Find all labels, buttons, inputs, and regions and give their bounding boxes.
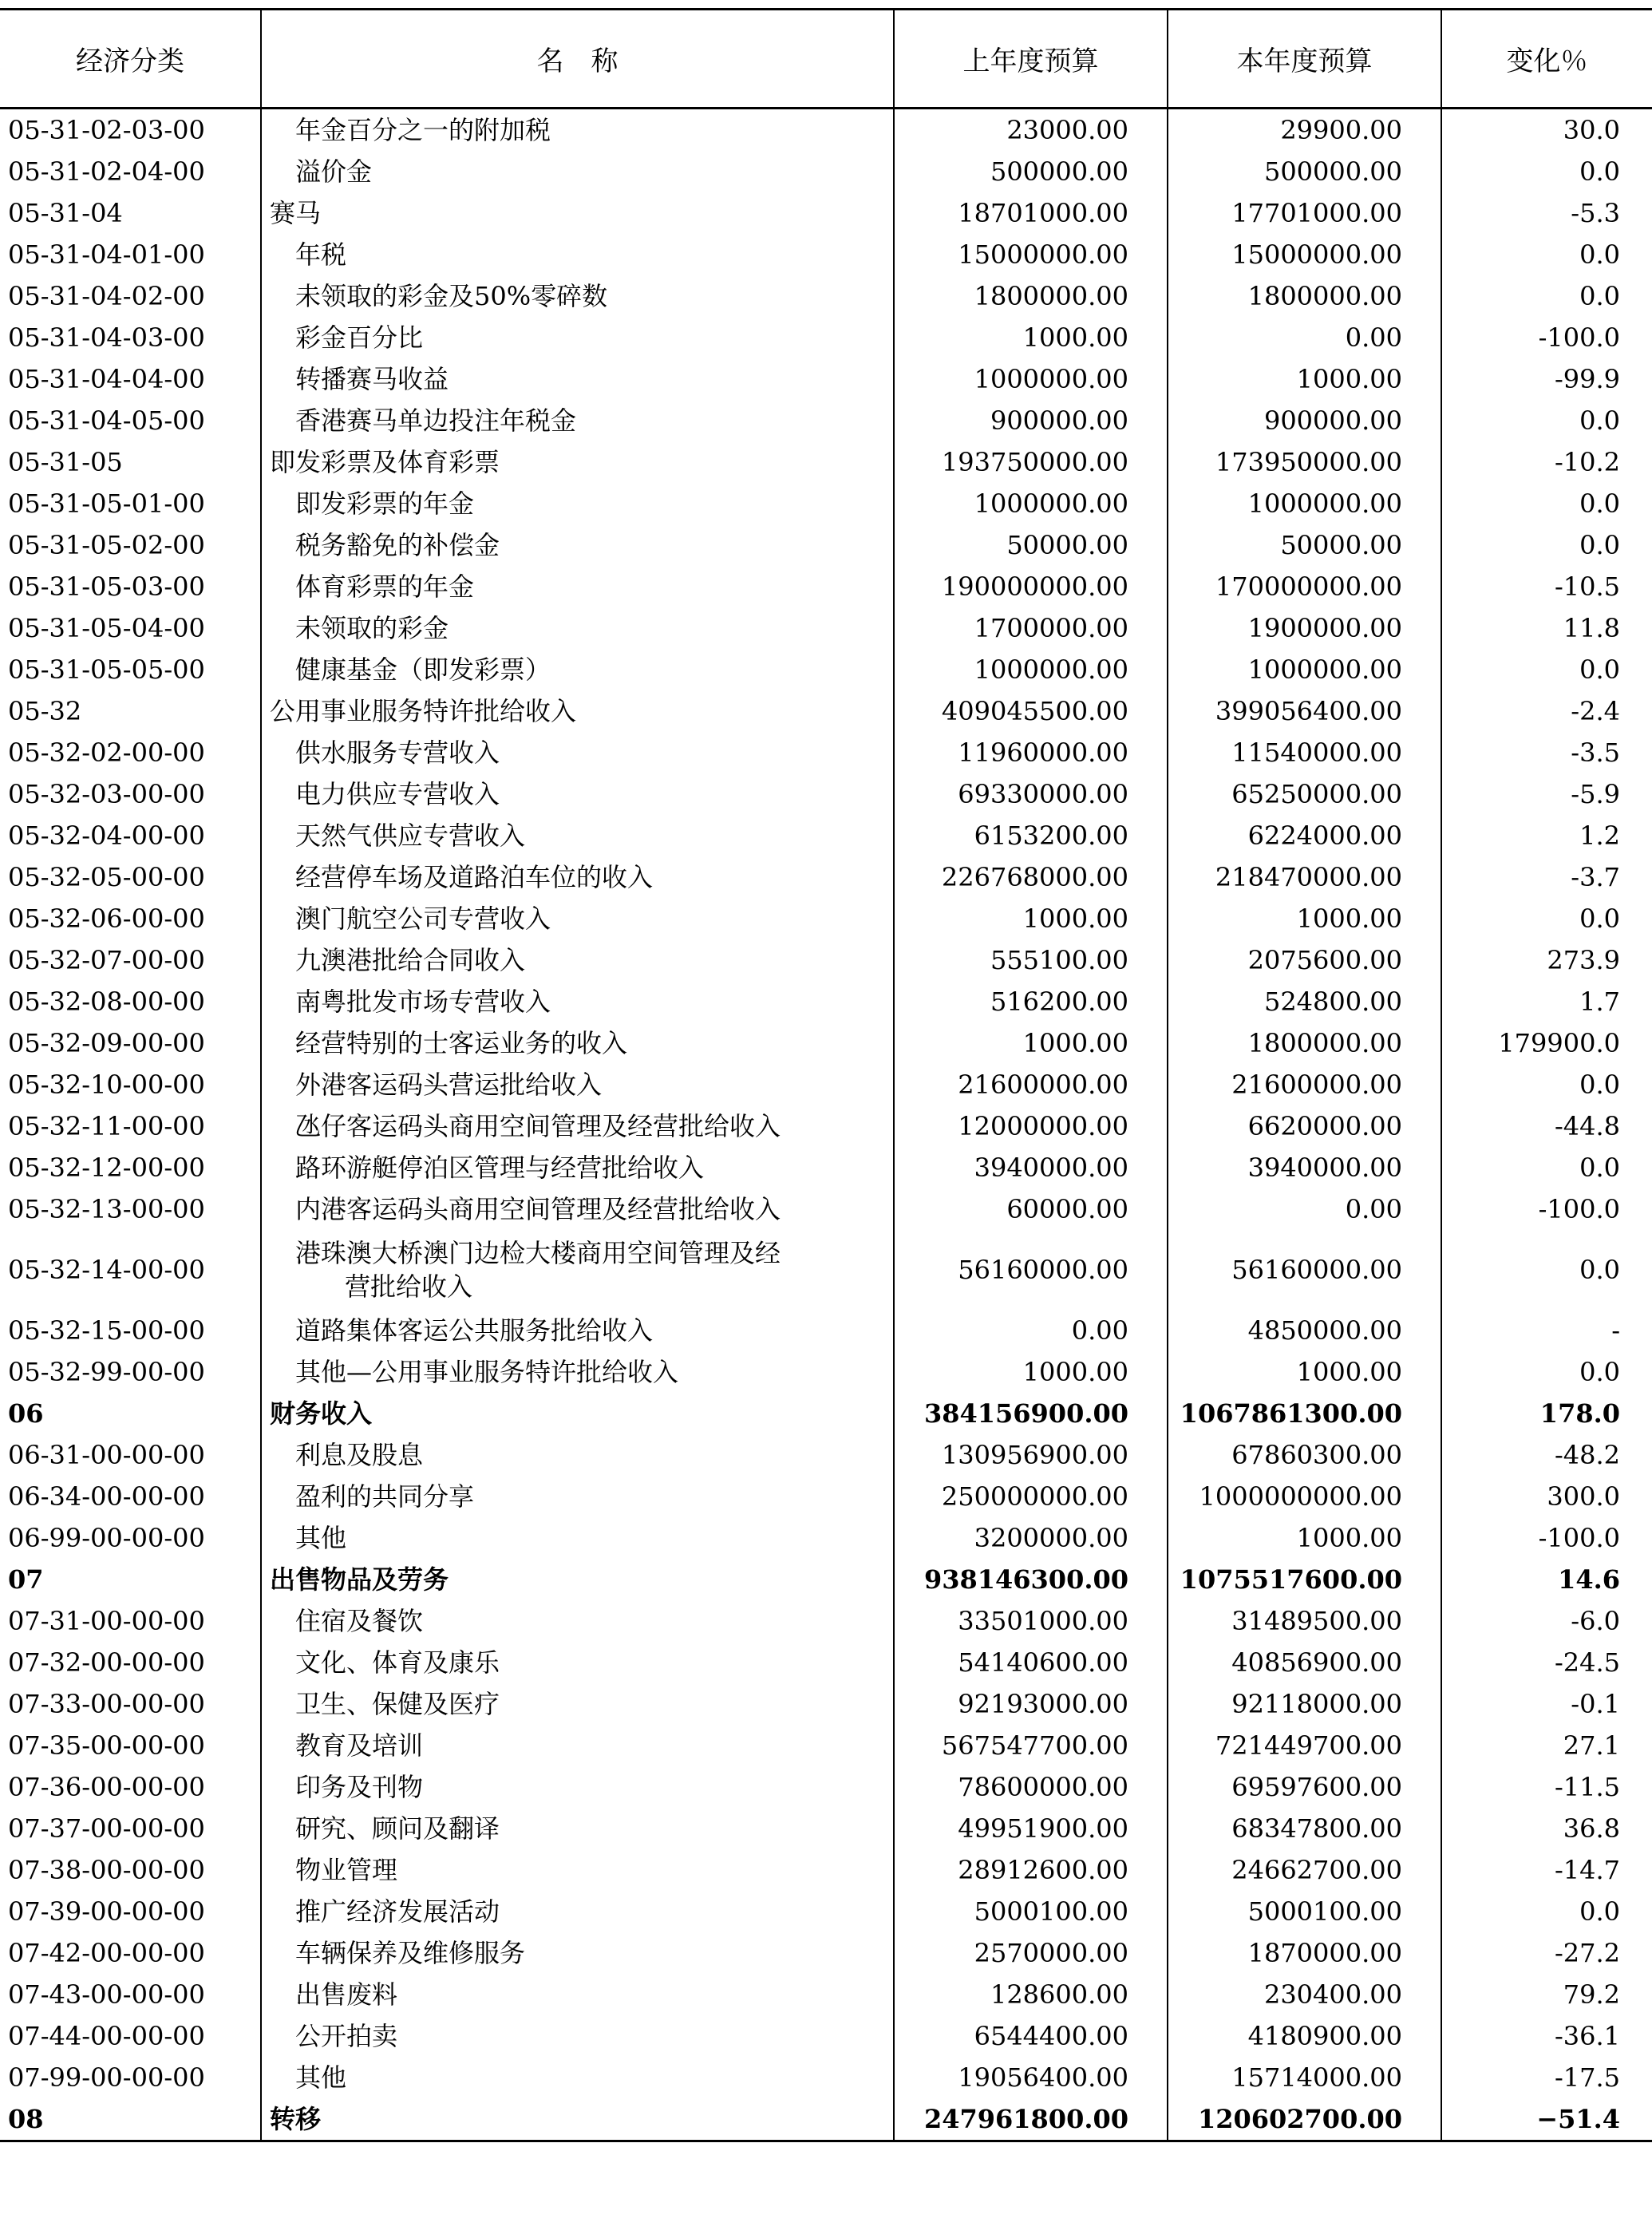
cell-change: -24.5	[1441, 1642, 1652, 1683]
cell-name	[261, 1230, 894, 1310]
cell-name: 教育及培训	[261, 1725, 894, 1766]
cell-prev-budget: 28912600.00	[894, 1849, 1168, 1891]
cell-prev-budget: 555100.00	[894, 939, 1168, 981]
cell-code: 05-32-09-00-00	[8, 1028, 205, 1058]
cell-change: -17.5	[1441, 2057, 1652, 2098]
cell-prev-budget: 250000000.00	[894, 1476, 1168, 1517]
cell-name: 外港客运码头营运批给收入	[261, 1064, 894, 1105]
cell-prev-budget: 3940000.00	[894, 1147, 1168, 1188]
table-row	[0, 1559, 1652, 1600]
cell-curr-budget: 65250000.00	[1168, 773, 1441, 815]
table-row	[0, 2098, 1652, 2141]
cell-name: 其他—公用事业服务特许批给收入	[261, 1351, 894, 1393]
cell-name: 南粤批发市场专营收入	[261, 981, 894, 1022]
cell-change: 300.0	[1441, 1476, 1652, 1517]
table-row	[0, 1310, 1652, 1351]
cell-prev-budget: 50000.00	[894, 524, 1168, 566]
cell-code: 05-32-99-00-00	[8, 1357, 205, 1387]
cell-curr-budget: 230400.00	[1168, 1974, 1441, 2015]
cell-name-line1: 港珠澳大桥澳门边检大楼商用空间管理及经	[295, 1238, 781, 1268]
cell-name: 未领取的彩金及50%零碎数	[261, 275, 894, 317]
cell-prev-budget: 516200.00	[894, 981, 1168, 1022]
cell-name: 税务豁免的补偿金	[261, 524, 894, 566]
table-header	[0, 10, 1652, 109]
cell-curr-budget: 11540000.00	[1168, 732, 1441, 773]
cell-curr-budget: 6620000.00	[1168, 1105, 1441, 1147]
cell-code: 07-44-00-00-00	[8, 2021, 205, 2051]
cell-prev-budget: 1700000.00	[894, 607, 1168, 649]
cell-change: 1.7	[1441, 981, 1652, 1022]
cell-curr-budget: 900000.00	[1168, 400, 1441, 441]
table-row	[0, 1147, 1652, 1188]
cell-prev-budget: 12000000.00	[894, 1105, 1168, 1147]
cell-change: -10.5	[1441, 566, 1652, 607]
cell-name: 供水服务专营收入	[261, 732, 894, 773]
cell-code: 07-42-00-00-00	[8, 1938, 205, 1968]
cell-curr-budget: 68347800.00	[1168, 1808, 1441, 1849]
cell-change: 36.8	[1441, 1808, 1652, 1849]
table-row	[0, 151, 1652, 192]
table-body	[0, 109, 1652, 2141]
cell-name: 利息及股息	[261, 1434, 894, 1476]
cell-prev-budget: 19056400.00	[894, 2057, 1168, 2098]
cell-prev-budget: 78600000.00	[894, 1766, 1168, 1808]
table-row	[0, 109, 1652, 152]
cell-prev-budget: 21600000.00	[894, 1064, 1168, 1105]
cell-prev-budget: 128600.00	[894, 1974, 1168, 2015]
cell-prev-budget: 1000000.00	[894, 649, 1168, 690]
cell-change: 0.0	[1441, 1891, 1652, 1932]
table-row	[0, 483, 1652, 524]
cell-change: -14.7	[1441, 1849, 1652, 1891]
cell-curr-budget: 3940000.00	[1168, 1147, 1441, 1188]
cell-name: 公用事业服务特许批给收入	[261, 690, 894, 732]
cell-change: -27.2	[1441, 1932, 1652, 1974]
cell-code: 05-31-04-02-00	[8, 281, 205, 311]
cell-name: 路环游艇停泊区管理与经营批给收入	[261, 1147, 894, 1188]
cell-change: 0.0	[1441, 400, 1652, 441]
cell-change: -100.0	[1441, 317, 1652, 358]
cell-curr-budget: 17701000.00	[1168, 192, 1441, 234]
cell-name: 其他	[261, 2057, 894, 2098]
cell-name: 九澳港批给合同收入	[261, 939, 894, 981]
cell-change: -6.0	[1441, 1600, 1652, 1642]
cell-prev-budget: 500000.00	[894, 151, 1168, 192]
cell-prev-budget: 1000.00	[894, 1022, 1168, 1064]
cell-prev-budget: 56160000.00	[894, 1230, 1168, 1310]
cell-code: 05-32-15-00-00	[8, 1315, 205, 1346]
cell-prev-budget: 92193000.00	[894, 1683, 1168, 1725]
table-row	[0, 566, 1652, 607]
cell-change: -0.1	[1441, 1683, 1652, 1725]
cell-code: 07-35-00-00-00	[8, 1730, 205, 1761]
table-row	[0, 1434, 1652, 1476]
header-code: 经济分类	[0, 10, 261, 109]
cell-name: 澳门航空公司专营收入	[261, 898, 894, 939]
cell-change: -100.0	[1441, 1188, 1652, 1230]
table-row	[0, 234, 1652, 275]
table-row	[0, 607, 1652, 649]
table-row	[0, 1683, 1652, 1725]
cell-curr-budget: 500000.00	[1168, 151, 1441, 192]
cell-change: -99.9	[1441, 358, 1652, 400]
cell-curr-budget: 4180900.00	[1168, 2015, 1441, 2057]
cell-curr-budget: 1870000.00	[1168, 1932, 1441, 1974]
cell-change: 30.0	[1441, 109, 1652, 152]
table-row	[0, 732, 1652, 773]
cell-code: 07-31-00-00-00	[8, 1606, 205, 1636]
table-row	[0, 2057, 1652, 2098]
cell-curr-budget: 2075600.00	[1168, 939, 1441, 981]
cell-curr-budget: 15714000.00	[1168, 2057, 1441, 2098]
cell-name: 卫生、保健及医疗	[261, 1683, 894, 1725]
table-row	[0, 441, 1652, 483]
cell-name: 经营停车场及道路泊车位的收入	[261, 856, 894, 898]
cell-change: -2.4	[1441, 690, 1652, 732]
cell-code: 05-32-12-00-00	[8, 1153, 205, 1183]
cell-code: 07-43-00-00-00	[8, 1979, 205, 2010]
cell-change: 79.2	[1441, 1974, 1652, 2015]
cell-code: 05-31-04-03-00	[8, 322, 205, 353]
cell-prev-budget: 193750000.00	[894, 441, 1168, 483]
cell-prev-budget: 33501000.00	[894, 1600, 1168, 1642]
cell-curr-budget: 15000000.00	[1168, 234, 1441, 275]
cell-curr-budget: 56160000.00	[1168, 1230, 1441, 1310]
cell-curr-budget: 1000000000.00	[1168, 1476, 1441, 1517]
cell-code: 05-31-04	[8, 198, 123, 228]
cell-code: 08	[0, 2098, 261, 2141]
table-row	[0, 1642, 1652, 1683]
cell-prev-budget: 1000.00	[894, 898, 1168, 939]
cell-change: −51.4	[1441, 2098, 1652, 2141]
cell-name: 财务收入	[261, 1393, 894, 1434]
cell-curr-budget: 50000.00	[1168, 524, 1441, 566]
header-prev-budget: 上年度预算	[894, 10, 1168, 109]
cell-name: 溢价金	[261, 151, 894, 192]
cell-curr-budget: 399056400.00	[1168, 690, 1441, 732]
cell-code: 05-31-05-01-00	[8, 488, 205, 519]
table-row	[0, 939, 1652, 981]
cell-prev-budget: 938146300.00	[894, 1559, 1168, 1600]
cell-name: 天然气供应专营收入	[261, 815, 894, 856]
cell-code: 07	[8, 1564, 44, 1595]
cell-code: 05-32	[8, 696, 82, 726]
cell-prev-budget: 49951900.00	[894, 1808, 1168, 1849]
cell-curr-budget: 1000.00	[1168, 1351, 1441, 1393]
cell-prev-budget: 384156900.00	[894, 1393, 1168, 1434]
cell-curr-budget: 5000100.00	[1168, 1891, 1441, 1932]
table-row	[0, 1351, 1652, 1393]
cell-change: 0.0	[1441, 151, 1652, 192]
cell-change: -36.1	[1441, 2015, 1652, 2057]
cell-curr-budget: 1000.00	[1168, 1517, 1441, 1559]
table-row	[0, 856, 1652, 898]
cell-curr-budget: 1000000.00	[1168, 649, 1441, 690]
table-row	[0, 981, 1652, 1022]
cell-name: 内港客运码头商用空间管理及经营批给收入	[261, 1188, 894, 1230]
cell-change: 0.0	[1441, 234, 1652, 275]
cell-change: 0.0	[1441, 1351, 1652, 1393]
table-row	[0, 358, 1652, 400]
cell-curr-budget: 92118000.00	[1168, 1683, 1441, 1725]
cell-name: 氹仔客运码头商用空间管理及经营批给收入	[261, 1105, 894, 1147]
cell-prev-budget: 190000000.00	[894, 566, 1168, 607]
cell-name: 即发彩票的年金	[261, 483, 894, 524]
table-row	[0, 1393, 1652, 1434]
cell-prev-budget: 69330000.00	[894, 773, 1168, 815]
cell-change: 27.1	[1441, 1725, 1652, 1766]
table-row	[0, 400, 1652, 441]
cell-prev-budget: 18701000.00	[894, 192, 1168, 234]
cell-change: 178.0	[1441, 1393, 1652, 1434]
cell-code: 05-31-05	[8, 447, 123, 477]
cell-curr-budget: 29900.00	[1168, 109, 1441, 152]
cell-name: 香港赛马单边投注年税金	[261, 400, 894, 441]
cell-code: 06-34-00-00-00	[8, 1481, 205, 1512]
table-row	[0, 1188, 1652, 1230]
table-row	[0, 1974, 1652, 2015]
cell-name: 转播赛马收益	[261, 358, 894, 400]
cell-name: 健康基金（即发彩票）	[261, 649, 894, 690]
cell-name: 出售废料	[261, 1974, 894, 2015]
header-curr-budget: 本年度预算	[1168, 10, 1441, 109]
cell-curr-budget: 24662700.00	[1168, 1849, 1441, 1891]
cell-prev-budget: 60000.00	[894, 1188, 1168, 1230]
cell-code: 05-32-02-00-00	[8, 737, 205, 768]
cell-curr-budget: 21600000.00	[1168, 1064, 1441, 1105]
table-row	[0, 815, 1652, 856]
table-row	[0, 1105, 1652, 1147]
cell-prev-budget: 900000.00	[894, 400, 1168, 441]
cell-prev-budget: 2570000.00	[894, 1932, 1168, 1974]
cell-change: -5.9	[1441, 773, 1652, 815]
cell-code: 05-31-05-02-00	[8, 530, 205, 560]
cell-code: 05-32-13-00-00	[8, 1194, 205, 1224]
table-row	[0, 1891, 1652, 1932]
cell-name: 住宿及餐饮	[261, 1600, 894, 1642]
cell-name: 物业管理	[261, 1849, 894, 1891]
cell-change: 0.0	[1441, 898, 1652, 939]
cell-curr-budget: 218470000.00	[1168, 856, 1441, 898]
cell-name: 推广经济发展活动	[261, 1891, 894, 1932]
cell-prev-budget: 1000.00	[894, 1351, 1168, 1393]
cell-code: 06	[8, 1398, 44, 1429]
cell-name: 未领取的彩金	[261, 607, 894, 649]
cell-code: 05-32-03-00-00	[8, 779, 205, 809]
cell-change: 11.8	[1441, 607, 1652, 649]
cell-code: 05-32-05-00-00	[8, 862, 205, 892]
table-row	[0, 898, 1652, 939]
table-row	[0, 275, 1652, 317]
table-row	[0, 1230, 1652, 1310]
cell-prev-budget: 1000000.00	[894, 358, 1168, 400]
cell-curr-budget: 67860300.00	[1168, 1434, 1441, 1476]
cell-change: 14.6	[1441, 1559, 1652, 1600]
cell-code: 05-32-08-00-00	[8, 986, 205, 1017]
cell-curr-budget: 0.00	[1168, 1188, 1441, 1230]
cell-change: 0.0	[1441, 1064, 1652, 1105]
cell-name: 出售物品及劳务	[261, 1559, 894, 1600]
cell-code: 07-32-00-00-00	[8, 1647, 205, 1678]
cell-code: 06-31-00-00-00	[8, 1440, 205, 1470]
cell-prev-budget: 11960000.00	[894, 732, 1168, 773]
header-row	[0, 10, 1652, 109]
cell-code: 05-32-06-00-00	[8, 903, 205, 934]
cell-code: 05-32-07-00-00	[8, 945, 205, 975]
cell-curr-budget: 1000.00	[1168, 898, 1441, 939]
cell-curr-budget: 4850000.00	[1168, 1310, 1441, 1351]
cell-change: -11.5	[1441, 1766, 1652, 1808]
cell-prev-budget: 3200000.00	[894, 1517, 1168, 1559]
cell-prev-budget: 54140600.00	[894, 1642, 1168, 1683]
table-row	[0, 773, 1652, 815]
cell-change: 0.0	[1441, 1230, 1652, 1310]
cell-curr-budget: 173950000.00	[1168, 441, 1441, 483]
cell-code: 05-32-04-00-00	[8, 820, 205, 851]
cell-change: 0.0	[1441, 524, 1652, 566]
cell-change: 1.2	[1441, 815, 1652, 856]
cell-prev-budget: 6544400.00	[894, 2015, 1168, 2057]
cell-change: -	[1441, 1310, 1652, 1351]
cell-code: 07-36-00-00-00	[8, 1772, 205, 1802]
cell-prev-budget: 130956900.00	[894, 1434, 1168, 1476]
cell-code: 05-31-05-05-00	[8, 654, 205, 685]
cell-curr-budget: 721449700.00	[1168, 1725, 1441, 1766]
cell-code: 07-33-00-00-00	[8, 1689, 205, 1719]
cell-prev-budget: 15000000.00	[894, 234, 1168, 275]
cell-prev-budget: 0.00	[894, 1310, 1168, 1351]
cell-change: 0.0	[1441, 1147, 1652, 1188]
cell-prev-budget: 1000.00	[894, 317, 1168, 358]
cell-name: 电力供应专营收入	[261, 773, 894, 815]
cell-curr-budget: 31489500.00	[1168, 1600, 1441, 1642]
cell-curr-budget: 6224000.00	[1168, 815, 1441, 856]
table-row	[0, 1725, 1652, 1766]
cell-change: 0.0	[1441, 483, 1652, 524]
cell-name: 公开拍卖	[261, 2015, 894, 2057]
cell-change: -3.5	[1441, 732, 1652, 773]
cell-curr-budget: 170000000.00	[1168, 566, 1441, 607]
cell-code: 05-31-02-04-00	[8, 156, 205, 187]
cell-code: 05-31-05-03-00	[8, 571, 205, 602]
cell-code: 05-31-04-04-00	[8, 364, 205, 394]
cell-change: 273.9	[1441, 939, 1652, 981]
table-row	[0, 1808, 1652, 1849]
cell-curr-budget: 1900000.00	[1168, 607, 1441, 649]
header-change: 变化％	[1441, 10, 1652, 109]
table-row	[0, 1849, 1652, 1891]
cell-change: -100.0	[1441, 1517, 1652, 1559]
cell-name: 其他	[261, 1517, 894, 1559]
cell-name: 转移	[261, 2098, 894, 2141]
cell-change: 0.0	[1441, 649, 1652, 690]
cell-curr-budget: 524800.00	[1168, 981, 1441, 1022]
cell-change: -10.2	[1441, 441, 1652, 483]
cell-name: 年税	[261, 234, 894, 275]
cell-curr-budget: 1000.00	[1168, 358, 1441, 400]
cell-prev-budget: 1000000.00	[894, 483, 1168, 524]
cell-change: 179900.0	[1441, 1022, 1652, 1064]
cell-change: -44.8	[1441, 1105, 1652, 1147]
table-row	[0, 524, 1652, 566]
cell-name: 车辆保养及维修服务	[261, 1932, 894, 1974]
cell-name: 彩金百分比	[261, 317, 894, 358]
table-row	[0, 649, 1652, 690]
cell-code: 07-39-00-00-00	[8, 1896, 205, 1927]
cell-code: 05-31-04-05-00	[8, 405, 205, 436]
cell-code: 05-31-05-04-00	[8, 613, 205, 643]
table-row	[0, 2015, 1652, 2057]
cell-code: 05-32-11-00-00	[8, 1111, 205, 1141]
table-row	[0, 690, 1652, 732]
cell-curr-budget: 0.00	[1168, 317, 1441, 358]
cell-change: 0.0	[1441, 275, 1652, 317]
cell-name: 经营特别的士客运业务的收入	[261, 1022, 894, 1064]
cell-name: 体育彩票的年金	[261, 566, 894, 607]
cell-code: 05-31-02-03-00	[8, 115, 205, 145]
header-name: 名 称	[261, 10, 894, 109]
table-row	[0, 317, 1652, 358]
table-row	[0, 1476, 1652, 1517]
cell-name: 赛马	[261, 192, 894, 234]
cell-curr-budget: 1075517600.00	[1168, 1559, 1441, 1600]
cell-name: 盈利的共同分享	[261, 1476, 894, 1517]
cell-curr-budget: 1000000.00	[1168, 483, 1441, 524]
cell-name: 研究、顾问及翻译	[261, 1808, 894, 1849]
table-row	[0, 1932, 1652, 1974]
cell-code: 05-32-14-00-00	[8, 1255, 205, 1285]
cell-prev-budget: 409045500.00	[894, 690, 1168, 732]
cell-prev-budget: 1800000.00	[894, 275, 1168, 317]
table-row	[0, 192, 1652, 234]
cell-prev-budget: 567547700.00	[894, 1725, 1168, 1766]
cell-code: 05-32-10-00-00	[8, 1070, 205, 1100]
cell-curr-budget: 1800000.00	[1168, 275, 1441, 317]
cell-prev-budget: 6153200.00	[894, 815, 1168, 856]
cell-prev-budget: 5000100.00	[894, 1891, 1168, 1932]
table-row	[0, 1600, 1652, 1642]
cell-name: 即发彩票及体育彩票	[261, 441, 894, 483]
cell-prev-budget: 23000.00	[894, 109, 1168, 152]
cell-name: 年金百分之一的附加税	[261, 109, 894, 152]
cell-change: -5.3	[1441, 192, 1652, 234]
table-row	[0, 1022, 1652, 1064]
cell-curr-budget: 1067861300.00	[1168, 1393, 1441, 1434]
cell-name-line2: 营批给收入	[345, 1271, 473, 1302]
cell-name: 道路集体客运公共服务批给收入	[261, 1310, 894, 1351]
cell-name: 文化、体育及康乐	[261, 1642, 894, 1683]
cell-name: 印务及刊物	[261, 1766, 894, 1808]
cell-code: 05-31-04-01-00	[8, 239, 205, 270]
cell-change: -3.7	[1441, 856, 1652, 898]
cell-prev-budget: 226768000.00	[894, 856, 1168, 898]
cell-prev-budget: 247961800.00	[894, 2098, 1168, 2141]
cell-code: 07-37-00-00-00	[8, 1813, 205, 1844]
cell-change: -48.2	[1441, 1434, 1652, 1476]
cell-curr-budget: 69597600.00	[1168, 1766, 1441, 1808]
table-row	[0, 1064, 1652, 1105]
table-row	[0, 1766, 1652, 1808]
cell-curr-budget: 1800000.00	[1168, 1022, 1441, 1064]
budget-table	[0, 8, 1652, 2142]
cell-code: 07-38-00-00-00	[8, 1855, 205, 1885]
cell-code: 07-99-00-00-00	[8, 2062, 205, 2093]
cell-curr-budget: 120602700.00	[1168, 2098, 1441, 2141]
cell-code: 06-99-00-00-00	[8, 1523, 205, 1553]
table-row	[0, 1517, 1652, 1559]
cell-curr-budget: 40856900.00	[1168, 1642, 1441, 1683]
